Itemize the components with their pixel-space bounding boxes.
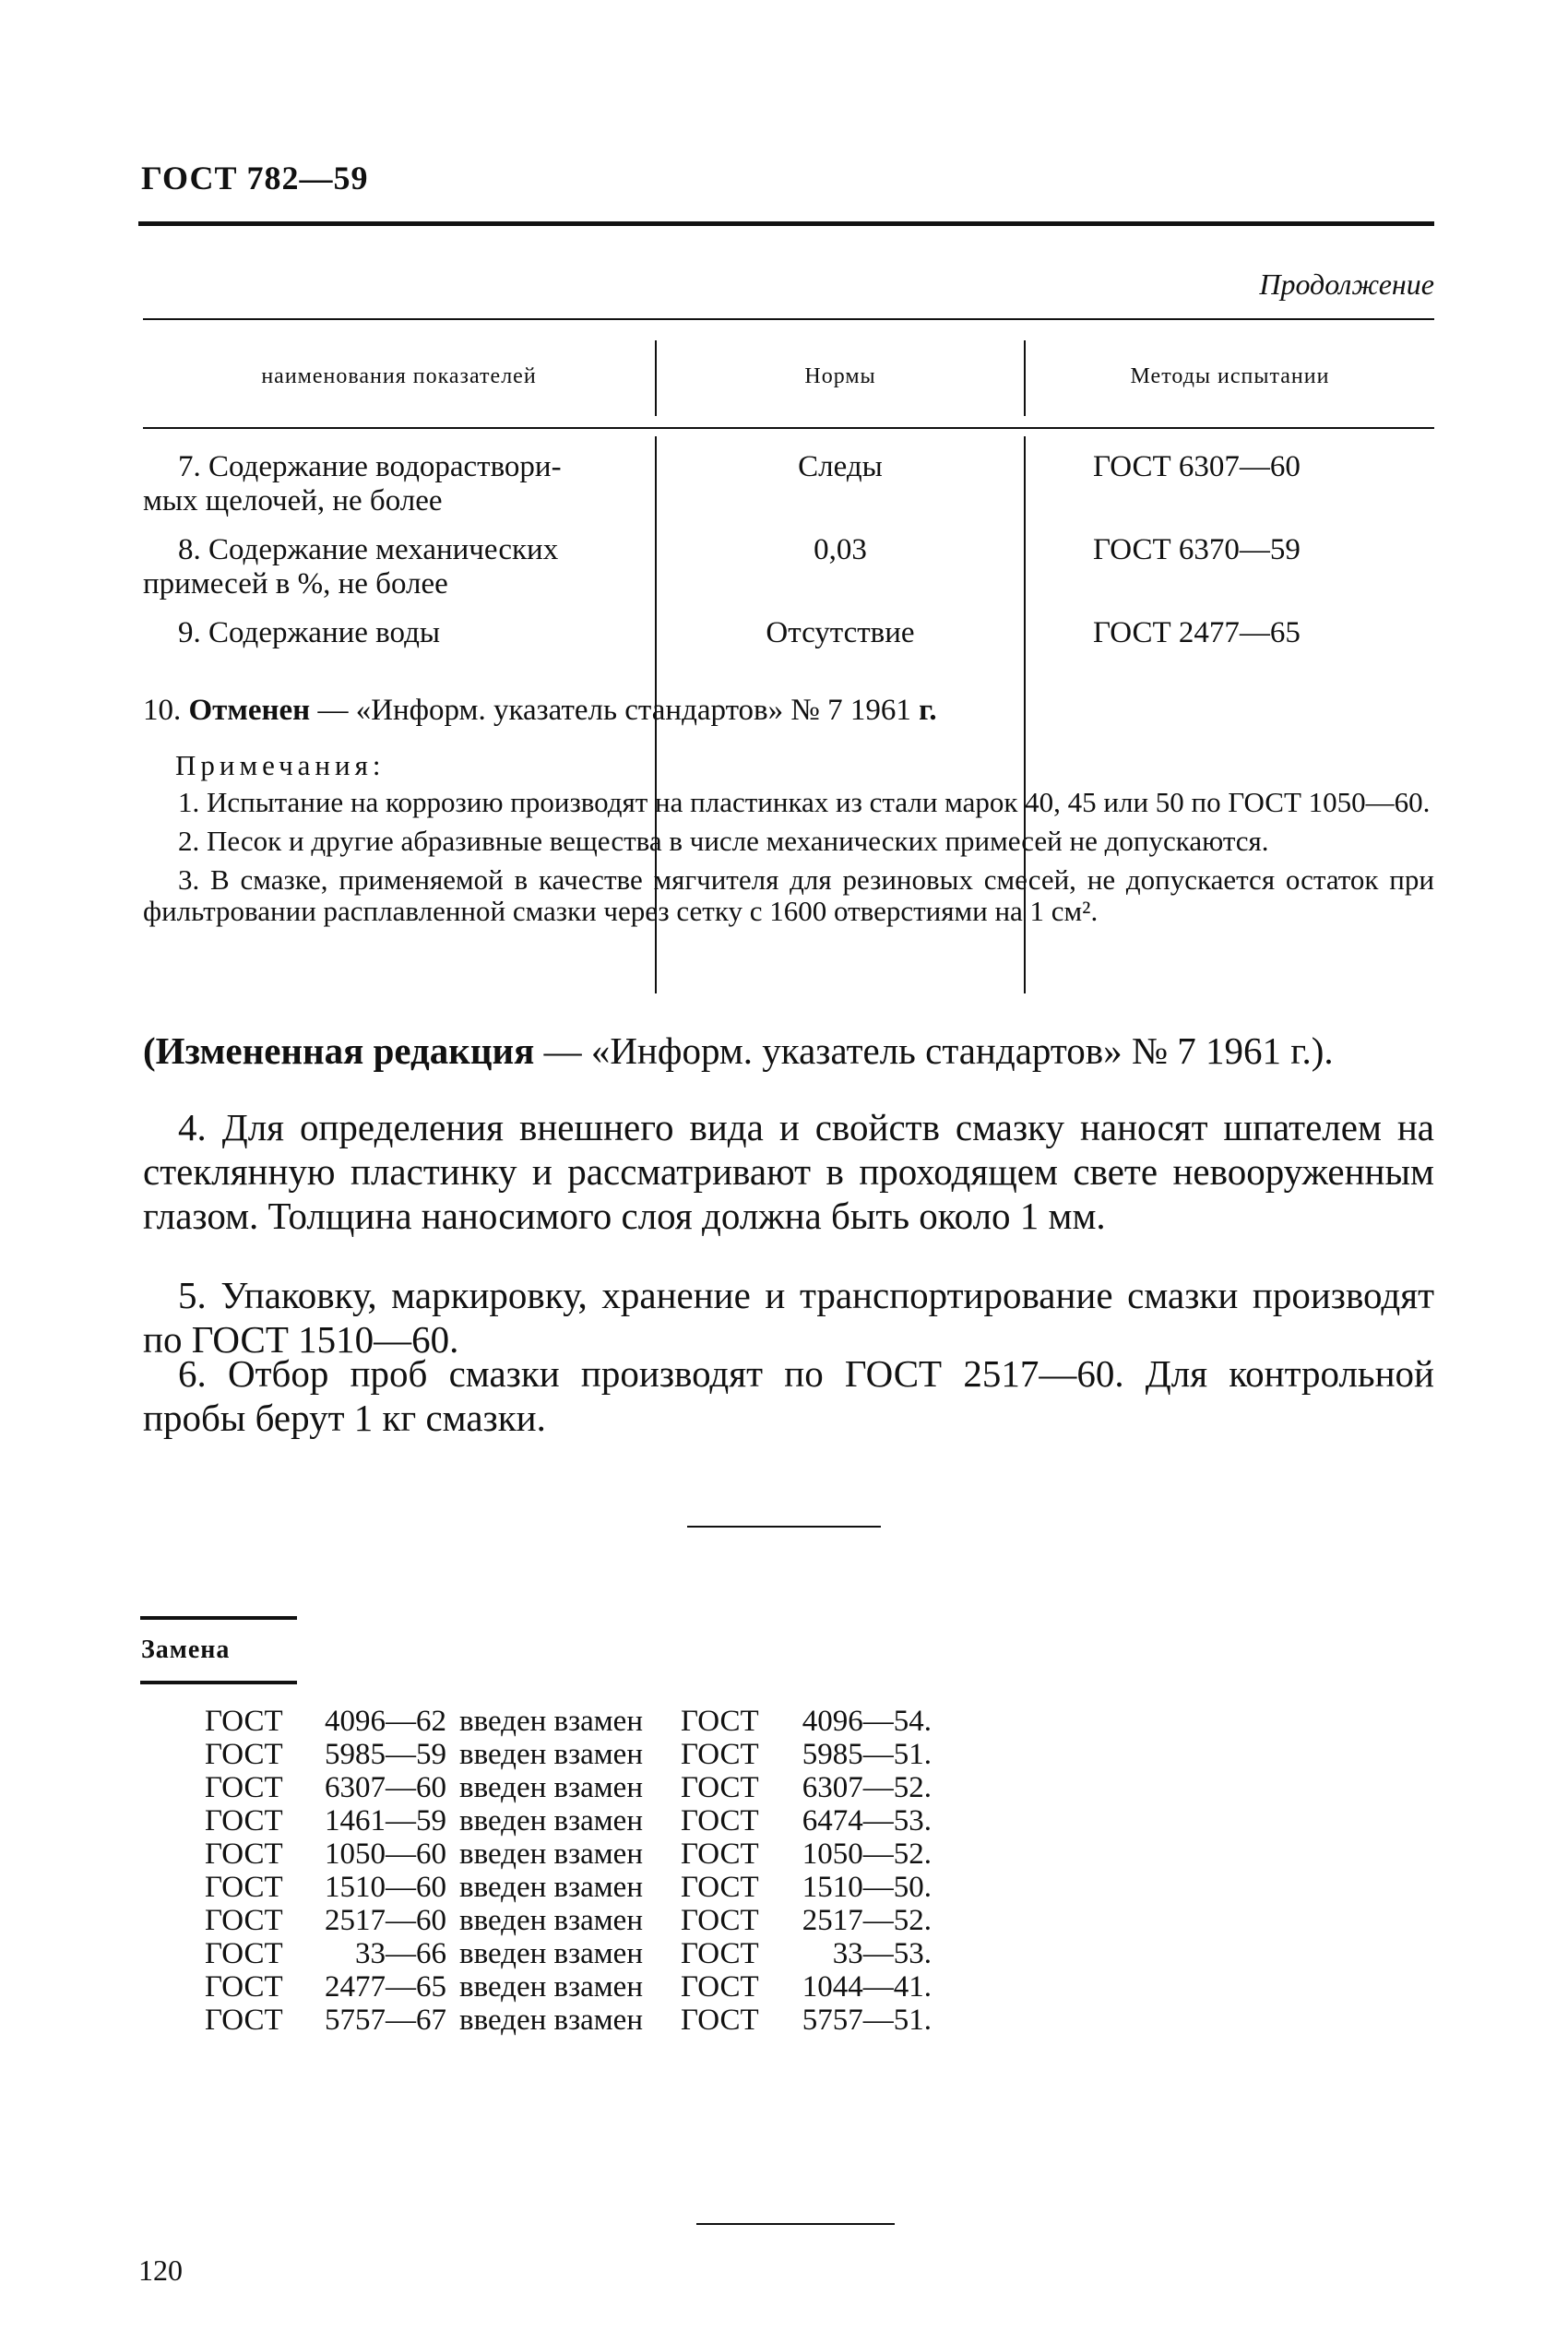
edition-note	[143, 1029, 1434, 1073]
table-header-rule	[143, 427, 1434, 429]
indicator-cell	[143, 533, 641, 601]
indicator-cell	[143, 450, 641, 518]
method-cell: ГОСТ 6307—60	[1093, 450, 1301, 483]
indicator-line: мых щелочей, не более	[143, 484, 443, 517]
item-10-tail: г.	[910, 694, 937, 727]
replacement-row: ГОСТ 5985—59 введен взамен ГОСТ 5985—51.	[205, 1738, 932, 1771]
edition-text: — «Информ. указатель стандартов» № 7 1961 г.).	[534, 1029, 1334, 1072]
replacement-row: ГОСТ 4096—62 введен взамен ГОСТ 4096—54.	[205, 1705, 932, 1738]
replacement-row: ГОСТ 1050—60 введен взамен ГОСТ 1050—52.	[205, 1837, 932, 1871]
table-top-rule	[143, 318, 1434, 320]
replacement-row: ГОСТ 2477—65 введен взамен ГОСТ 1044—41.	[205, 1970, 932, 2004]
item-10-text: — «Информ. указатель стандартов» № 7 1961	[310, 694, 911, 727]
page-header-title: ГОСТ 782—59	[141, 160, 369, 196]
method-cell: ГОСТ 6370—59	[1093, 533, 1301, 566]
continuation-label: Продолжение	[1259, 268, 1434, 301]
replacement-list	[205, 1705, 932, 2037]
replacement-row: ГОСТ 1510—60 введен взамен ГОСТ 1510—50.	[205, 1871, 932, 1904]
indicator-cell	[143, 616, 641, 650]
replacement-row: ГОСТ 1461—59 введен взамен ГОСТ 6474—53.	[205, 1804, 932, 1837]
notes-heading: Примечания:	[175, 749, 386, 781]
item-10	[143, 694, 1434, 728]
column-header-indicator: наименования показателей	[261, 364, 537, 388]
norm-cell: Отсутствие	[766, 616, 915, 649]
note-item: 2. Песок и другие абразивные вещества в числе механических примесей не допускаются.	[178, 825, 1269, 857]
replacement-top-rule	[140, 1616, 297, 1620]
section-divider	[687, 1526, 881, 1528]
replacement-title: Замена	[141, 1635, 231, 1664]
notes-list	[143, 787, 1434, 934]
indicator-line: 9. Содержание воды	[178, 616, 441, 649]
norm-cell: Следы	[798, 450, 883, 483]
edition-label: (Измененная редакция	[143, 1029, 535, 1072]
replacement-row: ГОСТ 5757—67 введен взамен ГОСТ 5757—51.	[205, 2004, 932, 2037]
column-header-methods: Методы испытании	[1130, 364, 1330, 388]
footer-divider	[696, 2223, 895, 2225]
column-header-norms: Нормы	[804, 364, 876, 388]
indicator-line: 7. Содержание водораствори-	[178, 450, 562, 483]
indicator-line: примесей в %, не более	[143, 567, 448, 601]
replacement-row: ГОСТ 2517—60 введен взамен ГОСТ 2517—52.	[205, 1904, 932, 1937]
note-item: 1. Испытание на коррозию производят на пластинках из стали марок 40, 45 или 50 по ГОСТ 1050—60.	[178, 786, 1431, 818]
method-cell: ГОСТ 2477—65	[1093, 616, 1301, 649]
item-10-label: Отменен	[188, 694, 311, 727]
indicator-line: 8. Содержание механических	[178, 533, 559, 566]
page-number: 120	[138, 2254, 183, 2287]
paragraph-6: 6. Отбор проб смазки производят по ГОСТ 2517—60. Для контрольной пробы берут 1 кг смазки.	[143, 1352, 1434, 1439]
item-10-number: 10.	[143, 694, 182, 727]
replacement-bottom-rule	[140, 1681, 297, 1684]
replacement-row: ГОСТ 6307—60 введен взамен ГОСТ 6307—52.	[205, 1771, 932, 1804]
norm-cell: 0,03	[814, 533, 867, 566]
note-item: 3. В смазке, применяемой в качестве мягчителя для резиновых смесей, не допускается остаток при фильтровании расплавленной смазки через сетку с 1600 отверстиями на 1 см².	[143, 863, 1434, 927]
header-rule	[138, 221, 1434, 226]
paragraph-5: 5. Упаковку, маркировку, хранение и транспортирование смазки производят по ГОСТ 1510—60.	[143, 1274, 1434, 1361]
replacement-row: ГОСТ 33—66 введен взамен ГОСТ 33—53.	[205, 1937, 932, 1970]
paragraph-4: 4. Для определения внешнего вида и свойств смазку наносят шпателем на стеклянную пластинку и рассматривают в проходящем свете невооруженным глазом. Толщина наносимого слоя должна быть около 1 мм.	[143, 1106, 1434, 1237]
